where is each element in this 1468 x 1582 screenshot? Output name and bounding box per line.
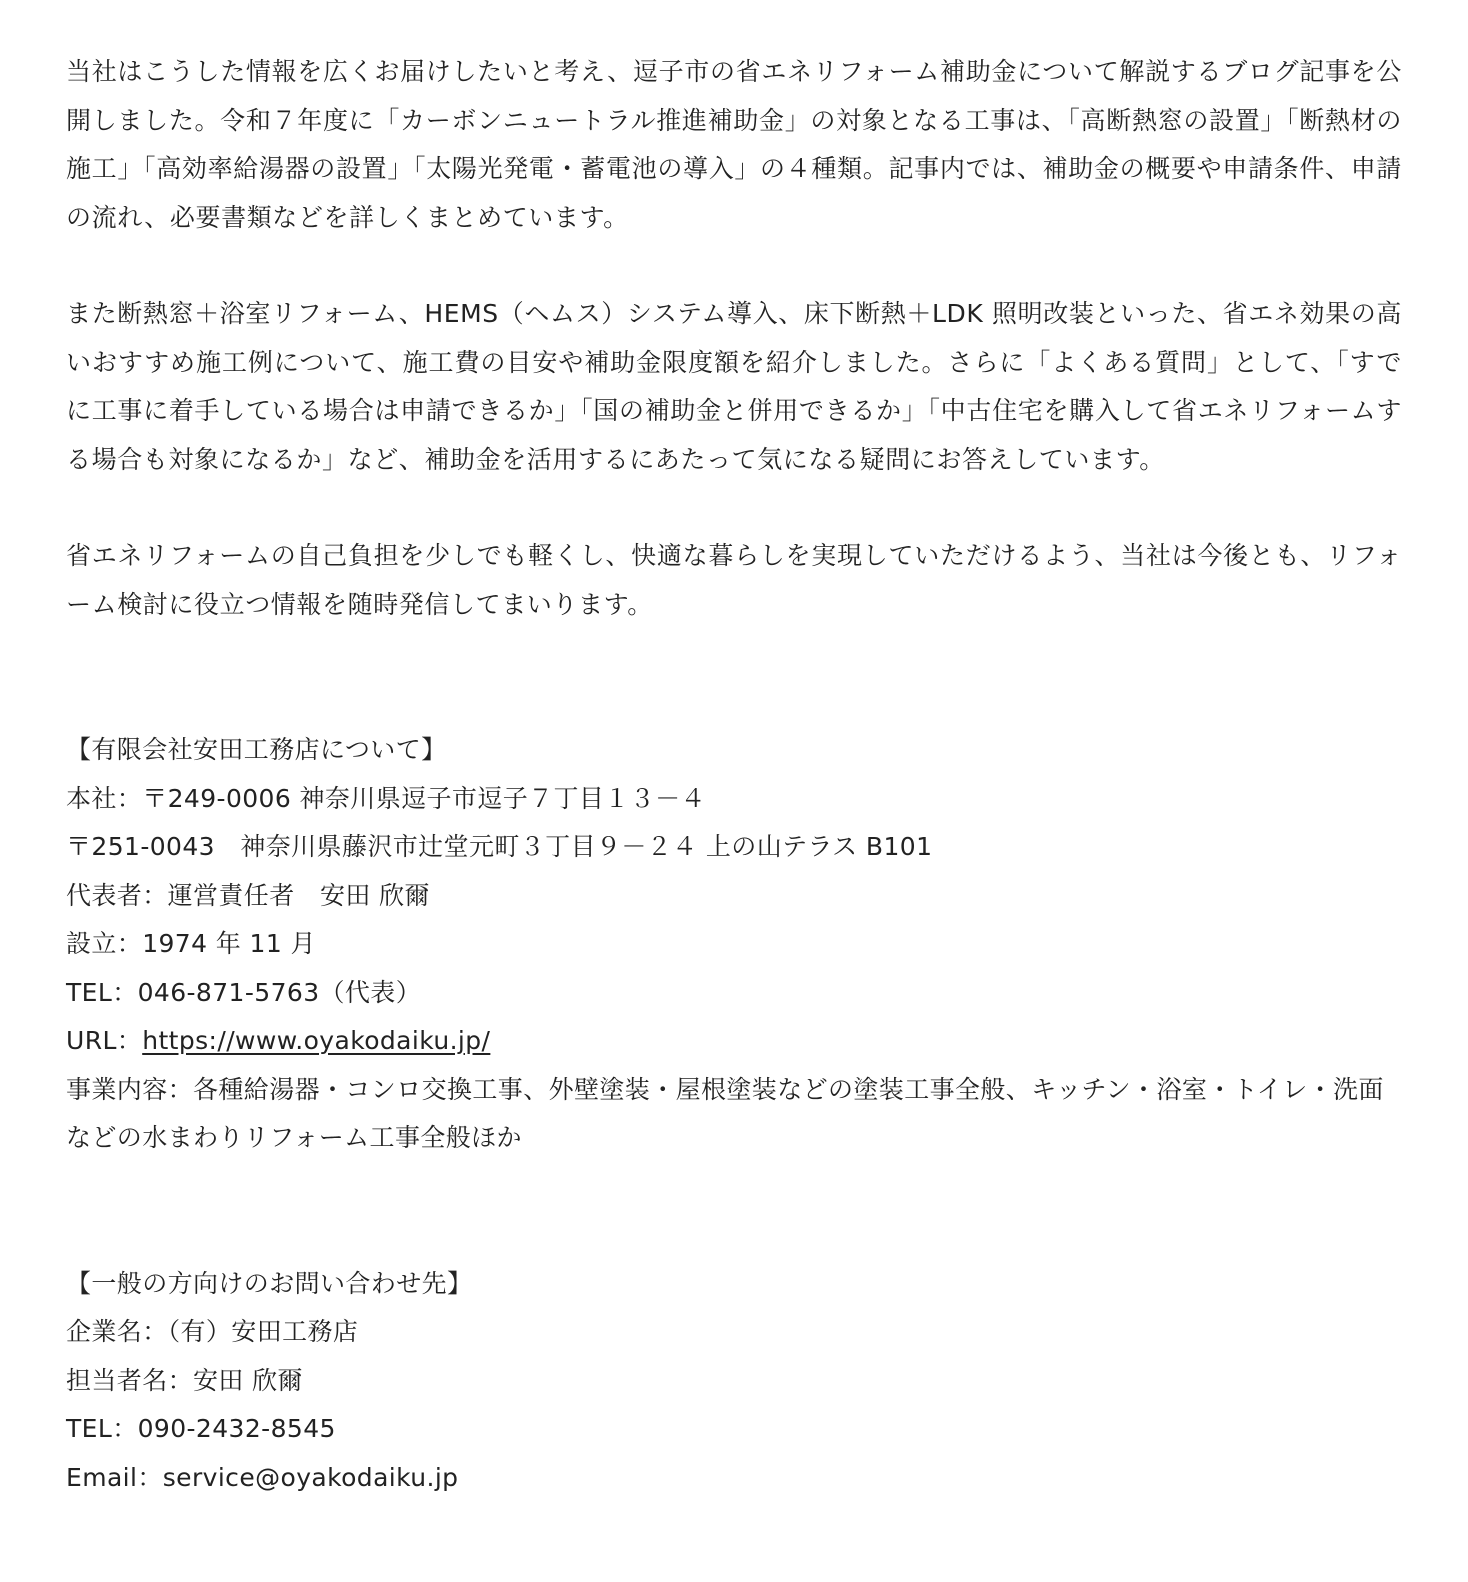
contact-heading: 【一般の方向けのお問い合わせ先】 (66, 1268, 473, 1298)
contact-email: Email：service@oyakodaiku.jp (66, 1462, 459, 1492)
contact-section (66, 1260, 1402, 1503)
paragraph-spacer (66, 242, 1402, 290)
company-url-label: URL： (66, 1026, 143, 1055)
company-info-section (66, 726, 1402, 1163)
representative: 代表者：運営責任者 安田 欣爾 (66, 880, 430, 910)
company-info-heading: 【有限会社安田工務店について】 (66, 735, 447, 764)
established-date: 設立：1974 年 11 月 (66, 929, 316, 958)
paragraph-spacer (66, 484, 1402, 532)
contact-tel: TEL：090-2432-8545 (66, 1414, 336, 1443)
intro-paragraph-closing: 省エネリフォームの自己負担を少しでも軽くし、快適な暮らしを実現していただけるよう、当社は今後とも、リフォーム検討に役立つ情報を随時発信してまいります。 (66, 541, 1402, 619)
section-spacer (66, 1163, 1402, 1260)
section-spacer (66, 629, 1402, 726)
head-office-address: 本社：〒249-0006 神奈川県逗子市逗子７丁目１３－４ (66, 783, 706, 813)
contact-company-name: 企業名：（有）安田工務店 (66, 1317, 359, 1346)
company-tel: TEL：046-871-5763（代表） (66, 977, 422, 1007)
company-url-link[interactable]: https://www.oyakodaiku.jp/ (142, 1026, 491, 1055)
company-url-line (66, 1017, 1402, 1066)
business-description: 事業内容：各種給湯器・コンロ交換工事、外壁塗装・屋根塗装などの塗装工事全般、キッチン・浴室・トイレ・洗面などの水まわりリフォーム工事全般ほか (66, 1074, 1384, 1152)
intro-paragraph-examples-faq: また断熱窓＋浴室リフォーム、HEMS（ヘムス）システム導入、床下断熱＋LDK 照明改装といった、省エネ効果の高いおすすめ施工例について、施工費の目安や補助金限度額を紹介しました。さらに「よくある質問」として、「すでに工事に着手している場合は申請できるか」「国の補助金と併用できるか」「中古住宅を購入して省エネリフォームする場合も対象になるか」など、補助金を活用するにあたって気になる疑問にお答えしています。 (66, 299, 1402, 474)
contact-person: 担当者名：安田 欣爾 (66, 1365, 303, 1395)
intro-paragraph-blog-article: 当社はこうした情報を広くお届けしたいと考え、逗子市の省エネリフォーム補助金について解説するブログ記事を公開しました。令和７年度に「カーボンニュートラル推進補助金」の対象となる工事は、「高断熱窓の設置」「断熱材の施工」「高効率給湯器の設置」「太陽光発電・蓄電池の導入」の４種類。記事内では、補助金の概要や申請条件、申請の流れ、必要書類などを詳しくまとめています。 (66, 57, 1402, 232)
branch-address: 〒251-0043 神奈川県藤沢市辻堂元町３丁目９－２４ 上の山テラス B101 (66, 832, 933, 861)
